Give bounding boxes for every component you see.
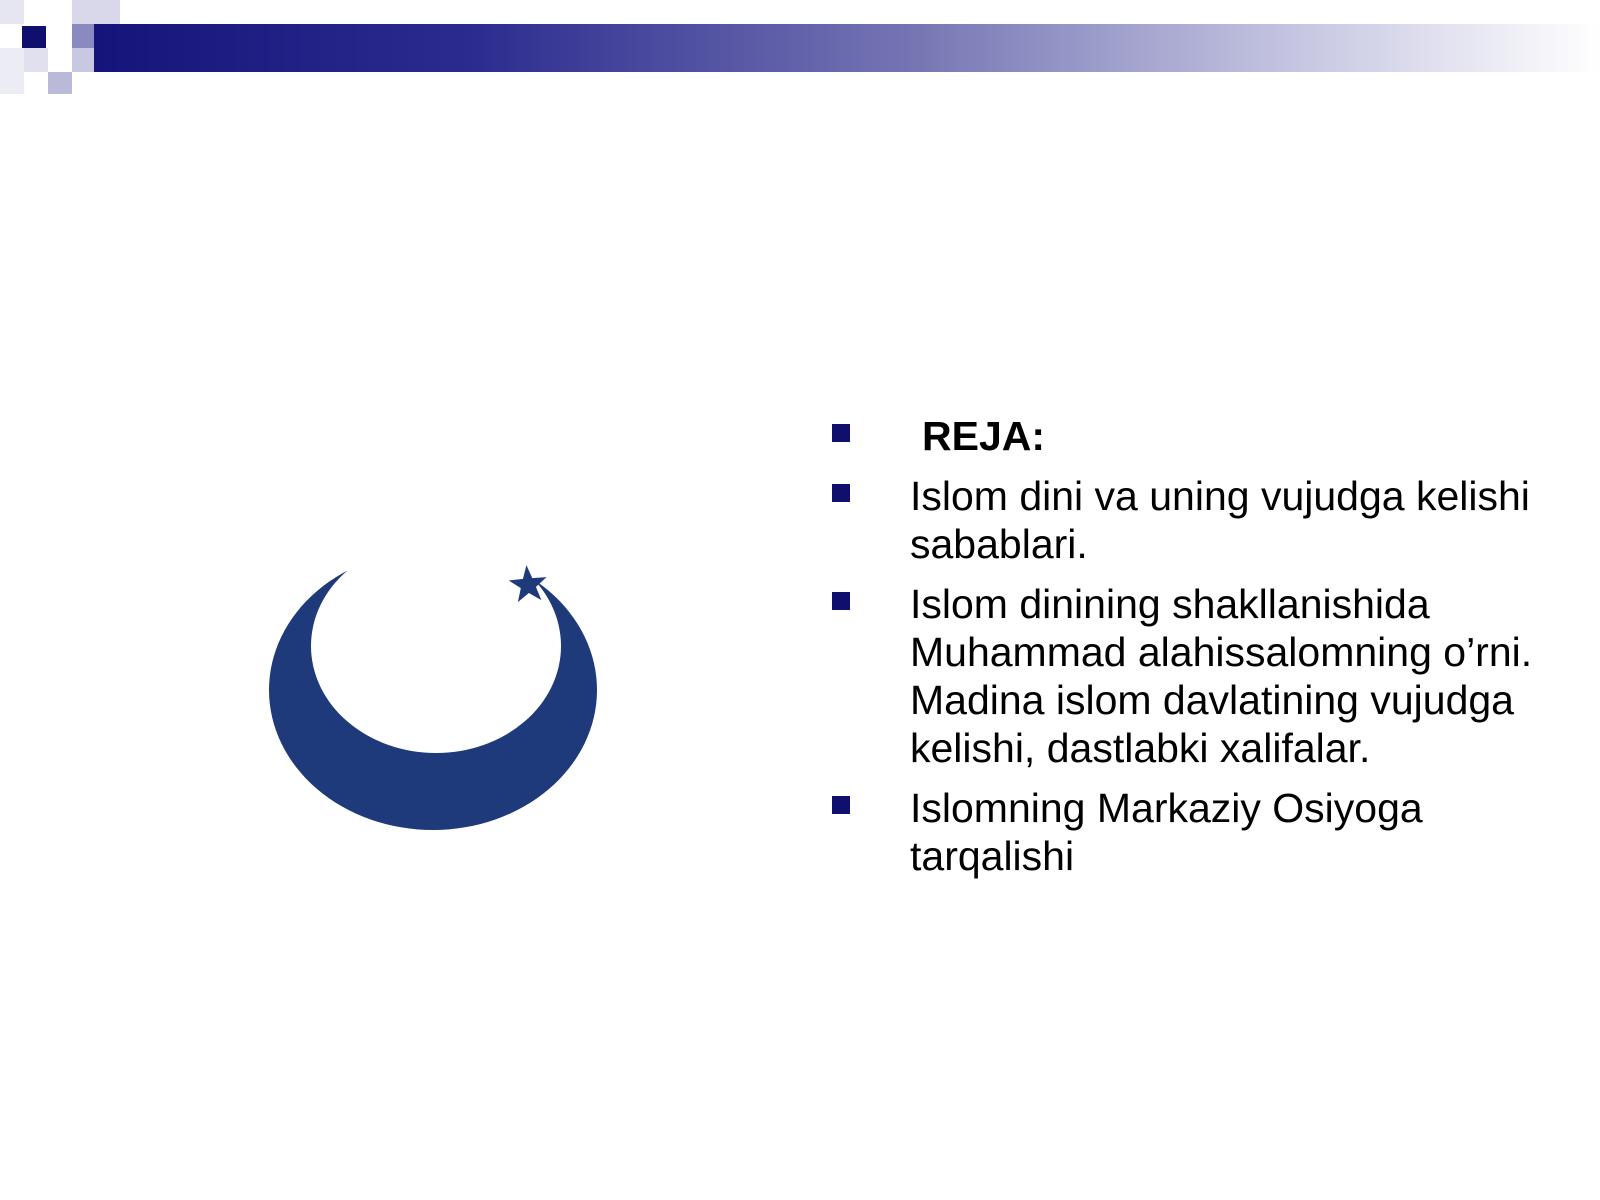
list-item (828, 472, 1568, 568)
decor-square (22, 26, 46, 48)
decor-square (0, 0, 24, 24)
decor-square (72, 48, 94, 72)
decor-square (72, 24, 96, 48)
decor-square (48, 72, 72, 94)
square-bullet-icon (832, 484, 850, 502)
square-bullet-icon (832, 424, 850, 442)
outline-list (828, 412, 1568, 880)
list-item-heading (828, 412, 1568, 460)
decor-square (72, 0, 120, 24)
list-item (828, 580, 1568, 772)
square-bullet-icon (832, 592, 850, 610)
decor-square (0, 48, 24, 94)
title-gradient-bar (94, 24, 1600, 72)
list-item-text: Islomning Markaziy Osiyoga tarqalishi (910, 785, 1423, 879)
list-item-text: Islom dinining shakllanishida Muhammad alahissalomning o’rni. Madina islom davlatining vujudga kelishi, dastlabki xalifalar. (910, 581, 1533, 771)
decor-square (24, 0, 48, 24)
crescent-star-icon (268, 545, 598, 830)
list-item (828, 784, 1568, 880)
outline-heading: REJA: (922, 413, 1046, 459)
square-bullet-icon (832, 796, 850, 814)
decor-square (24, 48, 48, 72)
list-item-text: Islom dini va uning vujudga kelishi sabablari. (910, 473, 1530, 567)
outline-content (828, 412, 1568, 892)
